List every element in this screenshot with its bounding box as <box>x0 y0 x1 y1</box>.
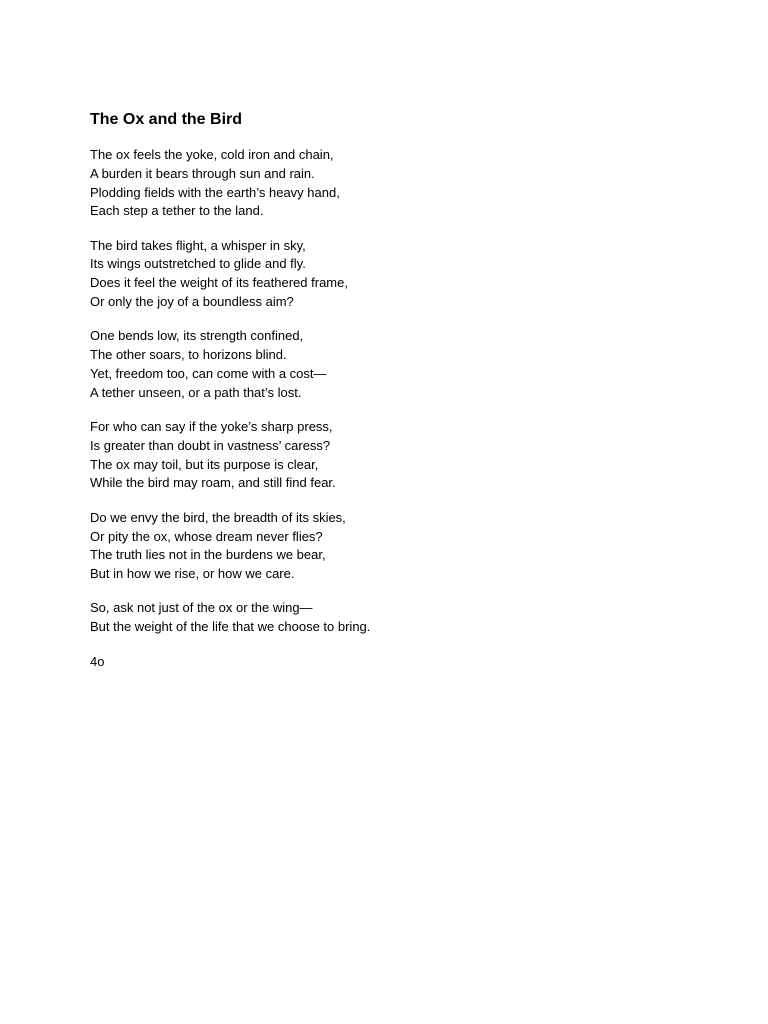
poem-line: One bends low, its strength confined, <box>90 328 304 344</box>
poem-line: But in how we rise, or how we care. <box>90 566 295 582</box>
poem-line: For who can say if the yoke’s sharp press, <box>90 419 333 435</box>
poem-line: The ox may toil, but its purpose is clear, <box>90 456 319 472</box>
stanza-1 <box>90 146 690 221</box>
poem-line: The truth lies not in the burdens we bear, <box>90 547 326 563</box>
poem-line: The other soars, to horizons blind. <box>90 347 287 363</box>
poem-line: Does it feel the weight of its feathered frame, <box>90 275 348 291</box>
poem-line: Is greater than doubt in vastness’ caress? <box>90 437 331 453</box>
poem-line: The bird takes flight, a whisper in sky, <box>90 237 306 253</box>
poem-line: Each step a tether to the land. <box>90 203 264 219</box>
stanza-5 <box>90 509 690 584</box>
poem-title: The Ox and the Bird <box>90 111 243 128</box>
poem-line: A burden it bears through sun and rain. <box>90 165 315 181</box>
poem-line: Or only the joy of a boundless aim? <box>90 294 294 310</box>
poem-line: But the weight of the life that we choose to bring. <box>90 619 371 635</box>
footer-text: 4o <box>90 653 105 669</box>
stanza-4 <box>90 418 690 493</box>
poem-line: Its wings outstretched to glide and fly. <box>90 256 306 272</box>
poem-line: Do we envy the bird, the breadth of its skies, <box>90 509 346 525</box>
poem-line: A tether unseen, or a path that’s lost. <box>90 384 302 400</box>
stanza-2 <box>90 237 690 312</box>
poem-line: Yet, freedom too, can come with a cost— <box>90 365 327 381</box>
stanza-3 <box>90 327 690 402</box>
poem-line: The ox feels the yoke, cold iron and chain, <box>90 147 334 162</box>
poem-line: While the bird may roam, and still find fear. <box>90 475 336 491</box>
poem-line: Or pity the ox, whose dream never flies? <box>90 528 323 544</box>
poem-line: So, ask not just of the ox or the wing— <box>90 600 313 616</box>
document-page <box>90 109 690 671</box>
stanza-6 <box>90 599 690 637</box>
poem-line: Plodding fields with the earth’s heavy hand, <box>90 184 340 200</box>
